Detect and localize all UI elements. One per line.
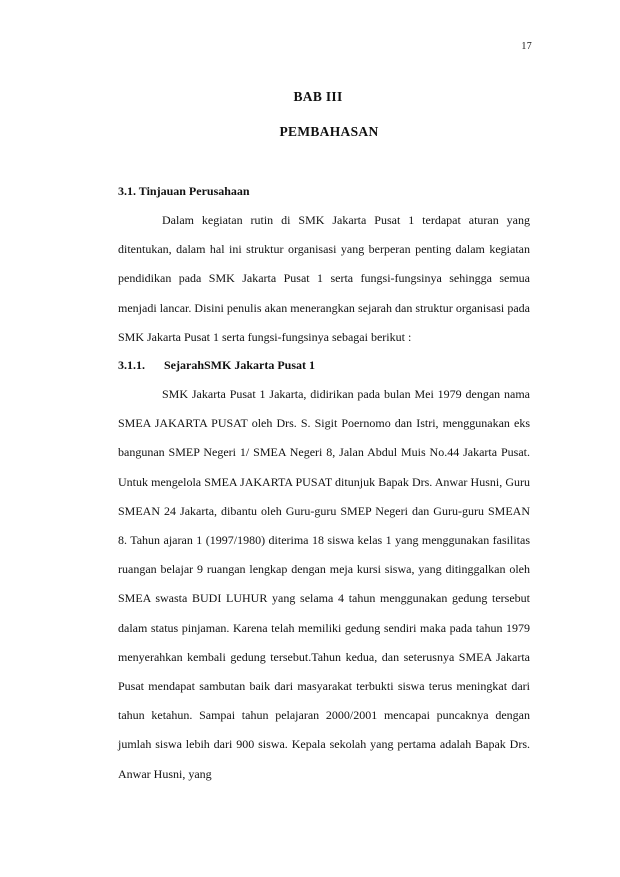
chapter-subtitle: PEMBAHASAN bbox=[279, 124, 379, 139]
chapter-title: BAB III bbox=[293, 89, 343, 104]
section-number: 3.1.1. bbox=[118, 358, 145, 372]
section-paragraph-3-1: Dalam kegiatan rutin di SMK Jakarta Pusat 1 terdapat aturan yang ditentukan, dalam hal ini struktur organisasi yang berperan penting dalam kegiatan pendidikan pada SMK Jakarta Pusat 1 serta fungsi-fungsinya sehingga semua menjadi lancar. Disini penulis akan menerangkan sejarah dan struktur organisasi pada SMK Jakarta Pusat 1 serta fungsi-fungsinya sebagai berikut : bbox=[118, 213, 530, 344]
section-heading-3-1-1 bbox=[118, 358, 315, 372]
section-paragraph-3-1-1: SMK Jakarta Pusat 1 Jakarta, didirikan pada bulan Mei 1979 dengan nama SMEA JAKARTA PUSAT oleh Drs. S. Sigit Poernomo dan Istri, menggunakan eks bangunan SMEP Negeri 1/ SMEA Negeri 8, Jalan Abdul Muis No.44 Jakarta Pusat. Untuk mengelola SMEA JAKARTA PUSAT ditunjuk Bapak Drs. Anwar Husni, Guru SMEAN 24 Jakarta, dibantu oleh Guru-guru SMEP Negeri dan Guru-guru SMEAN 8. Tahun ajaran 1 (1997/1980) diterima 18 siswa kelas 1 yang menggunakan fasilitas ruangan belajar 9 ruangan lengkap dengan meja kursi siswa, yang ditinggalkan oleh SMEA swasta BUDI LUHUR yang selama 4 tahun menggunakan gedung tersebut dalam status pinjaman. Karena telah memiliki gedung sendiri maka pada tahun 1979 menyerahkan kembali gedung tersebut.Tahun kedua, dan seterusnya SMEA Jakarta Pusat mendapat sambutan baik dari masyarakat terbukti siswa terus meningkat dari tahun ketahun. Sampai tahun pelajaran 2000/2001 mencapai puncaknya dengan jumlah siswa lebih dari 900 siswa. Kepala sekolah yang pertama adalah Bapak Drs. Anwar Husni, yang bbox=[118, 387, 530, 781]
section-heading-3-1: 3.1. Tinjauan Perusahaan bbox=[118, 184, 250, 198]
section-title: SejarahSMK Jakarta Pusat 1 bbox=[164, 358, 315, 372]
page-number: 17 bbox=[521, 41, 532, 52]
